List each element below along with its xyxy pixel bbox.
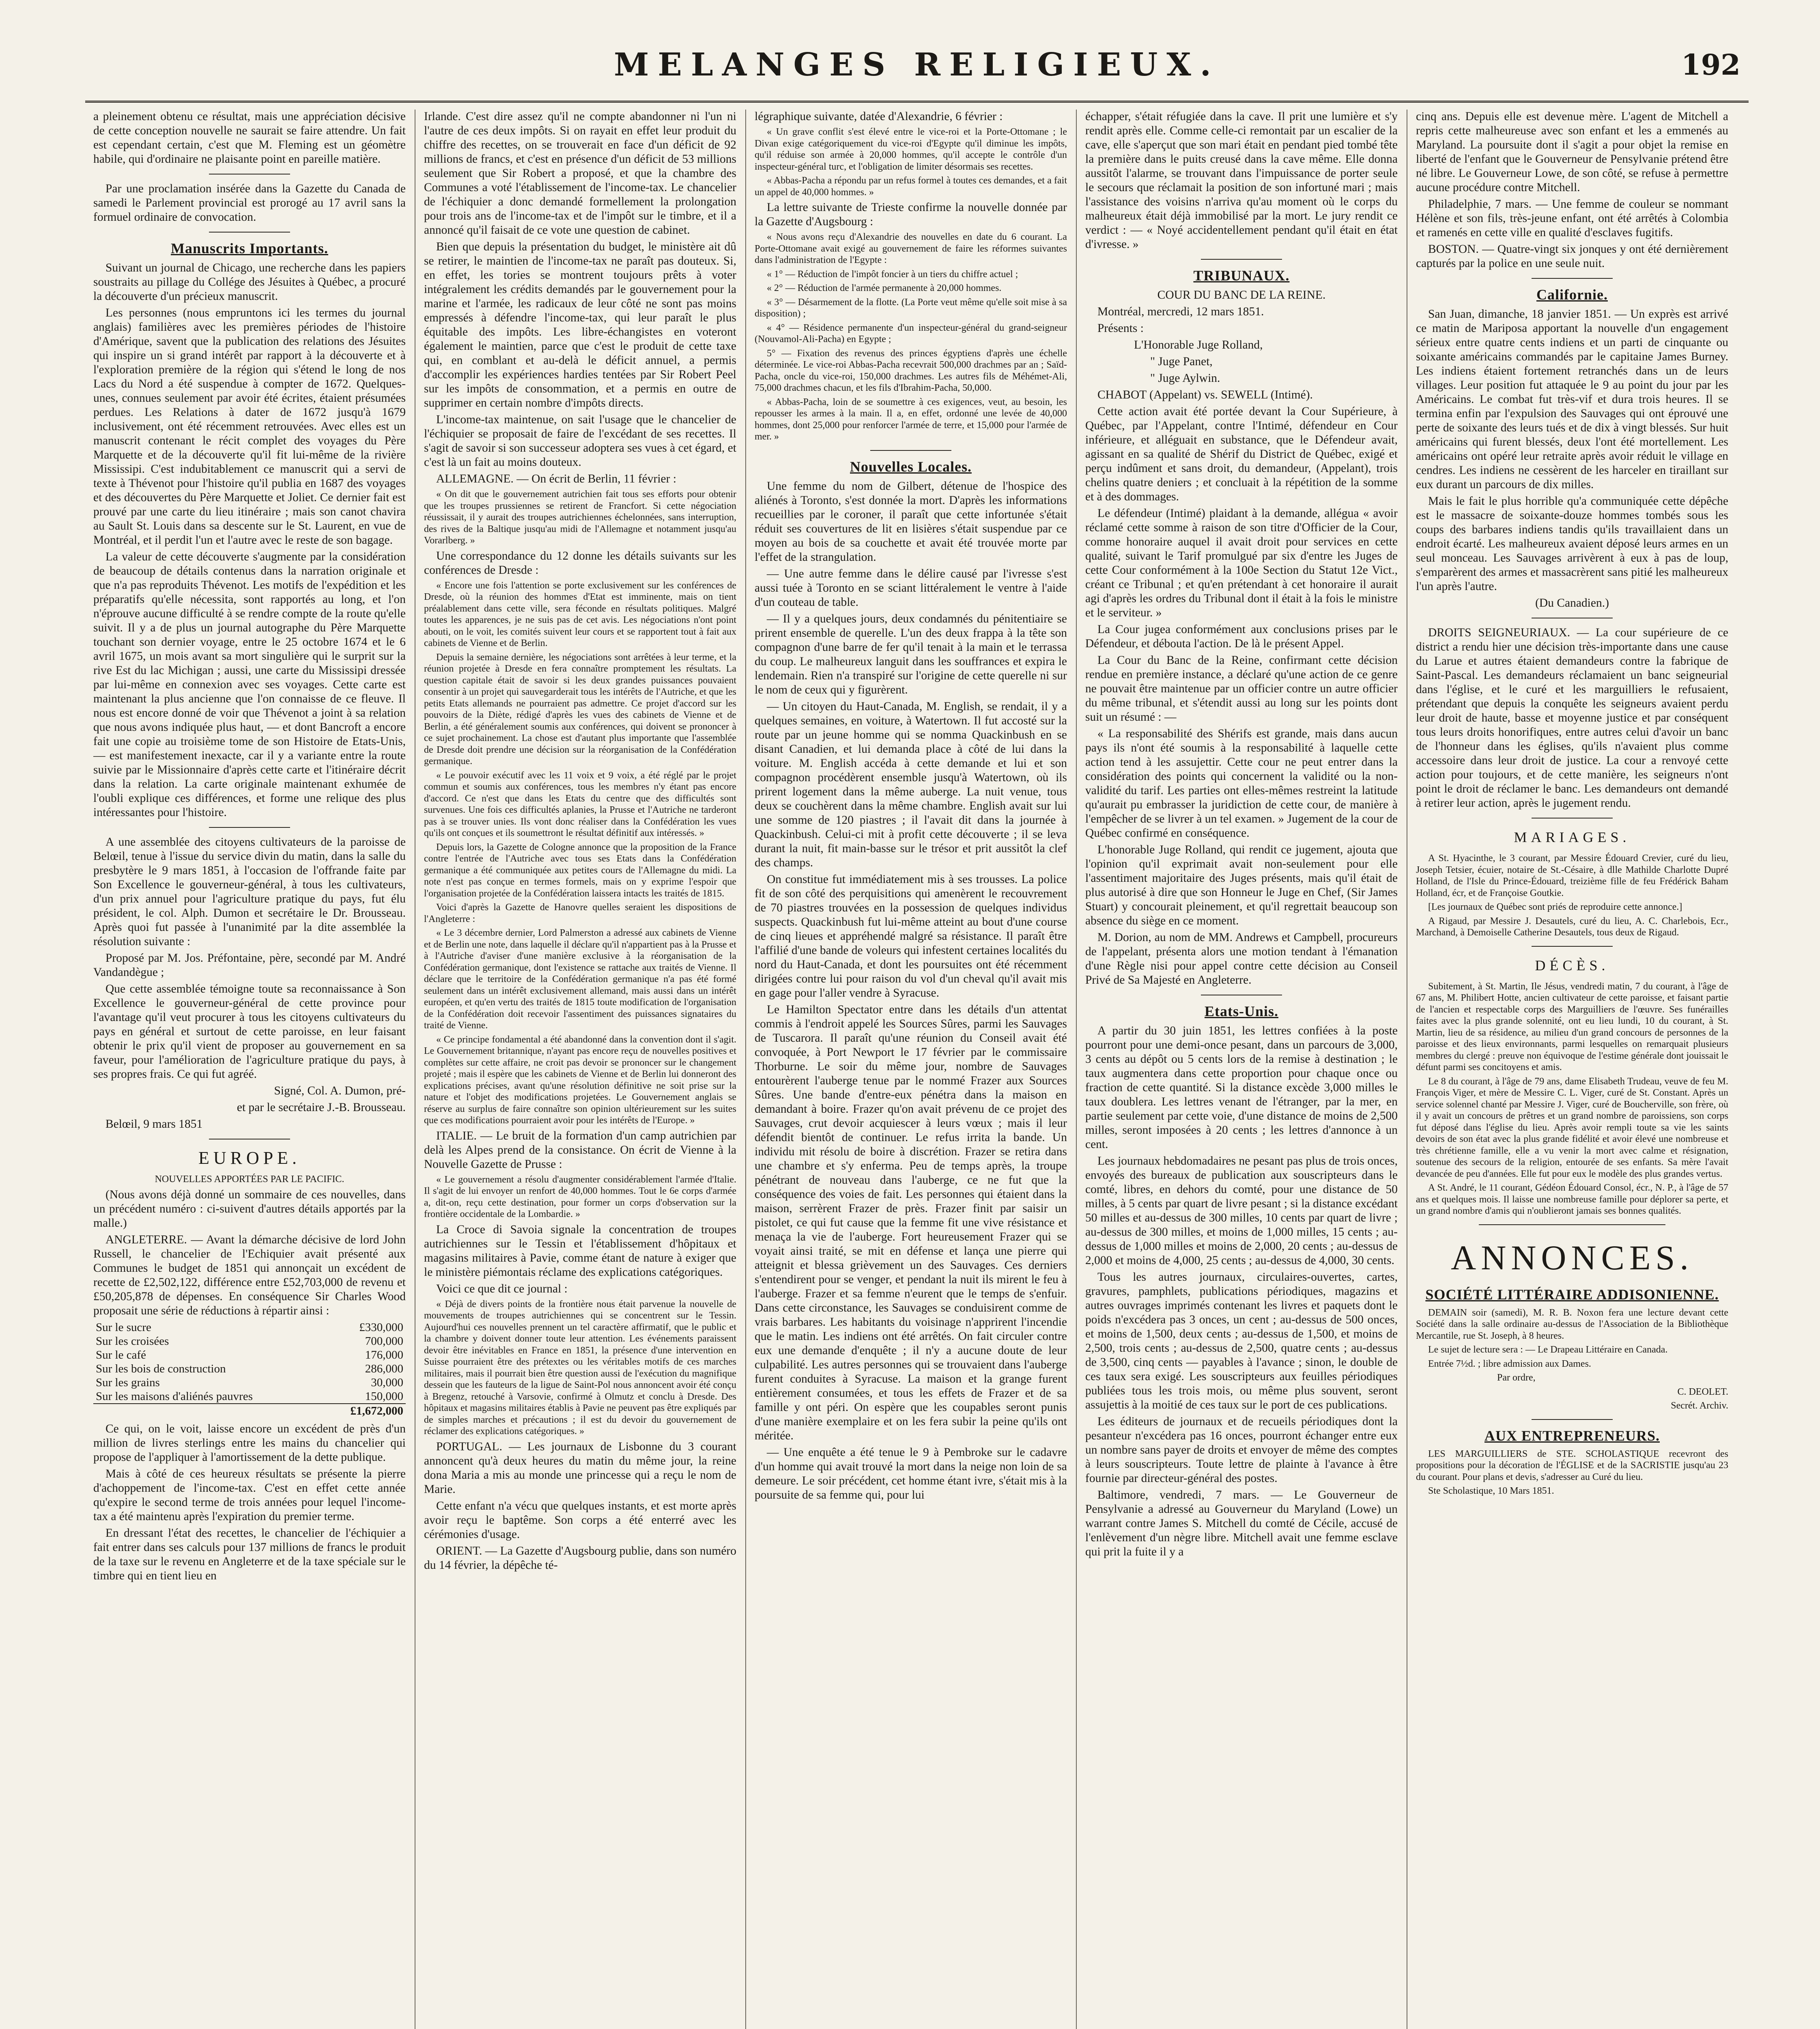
ad-text: LES MARGUILLIERS de STE. SCHOLASTIQUE recevront des propositions pour la décoration de l'ÉGLISE et de la SACRISTIE jusqu'au 23 du courant. Pour plans et devis, s'adresser au Curé du lieu.: [1416, 1448, 1728, 1482]
quoted-dispatch: Depuis lors, la Gazette de Cologne annonce que la proposition de la France contre l'entrée de l'Autriche avec tous ses Etats dans la Confédération germanique a été communiquée aux petites cours de l'Allemagne du midi. La note n'est pas conçue en termes formels, mais on y exprime l'espoir que l'organisation projetée de la Confédération laissera intacts les traités de 1815.: [424, 842, 736, 899]
table-total-row: [93, 1404, 406, 1418]
column-3: [755, 110, 1067, 2029]
budget-reductions-table: [93, 1320, 406, 1418]
court-presents: Présents :: [1097, 322, 1144, 335]
case-parties: CHABOT (Appelant) vs. SEWELL (Intimé).: [1097, 388, 1313, 401]
article-paragraph: Par une proclamation insérée dans la Gazette du Canada de samedi le Parlement provincial est prorogé au 17 avril sans la formuel ordinaire de convocation.: [93, 182, 406, 224]
table-row: [93, 1362, 406, 1376]
article-paragraph: La Croce di Savoia signale la concentration de troupes autrichiennes sur le Tessin et l'établissement d'hôpitaux et magasins militaires à Pavie, comme étant de nature à exiger que le ministère piémontais réclame des explications catégoriques.: [424, 1223, 736, 1279]
article-paragraph: La Cour jugea conformément aux conclusions prises par le Défendeur, et débouta l'action. De là le présent Appel.: [1085, 623, 1398, 650]
article-paragraph: échapper, s'était réfugiée dans la cave. Il prit une lumière et s'y rendit après elle. Comme celle-ci remontait par un escalier de la cave, elle s'aperçut que son mari était en pendant pied tombé tête la première dans le puits creusé dans la cave même. Elle donna aussitôt l'alarme, se trouvant dans l'impuissance de porter seule le secours que réclamait la position de son infortuné mari ; mais l'assistance des voisins n'arriva qu'au moment où le corps du malheureux était déjà immobilisé par la mort. Le jury rendit ce verdict : — « Noyé accidentellement pendant qu'il était en état d'ivresse. »: [1085, 110, 1398, 251]
article-paragraph: Mais à côté de ces heureux résultats se présente la pierre d'achoppement de l'income-tax. C'est en effet cette année qu'expire le second terme de trois années pour lequel l'income-tax a été maintenu après l'expiration du premier terme.: [93, 1467, 406, 1523]
article-paragraph: M. Dorion, au nom de MM. Andrews et Campbell, procureurs de l'appelant, présenta alors une motion tendant à l'émanation d'une Règle nisi pour appel contre cette décision au Conseil Privé de Sa Majesté en Angleterre.: [1085, 931, 1398, 986]
table-cell: Sur les bois de construction: [96, 1362, 226, 1375]
article-paragraph: (Nous avons déjà donné un sommaire de ces nouvelles, dans un précédent numéro : ci-suivent d'autres détails apportés par la malle.): [93, 1188, 406, 1230]
quoted-dispatch: Depuis la semaine dernière, les négociations sont arrêtées à leur terme, et la réunion projetée à Dresde en fera connaître promptement les résultats. La question capitale était de savoir si les deux grandes puissances pouvaient consentir à un projet qui sauvegarderait tous les intérêts de l'Autriche, et que les petits Etats allemands ne pourraient pas admettre. Ce projet d'accord sur les pouvoirs de la Diète, rédigé d'après les vues des cabinets de Vienne et de Berlin, a été généralement soumis aux conférences, qui doivent se prononcer à ce sujet prochainement. La chose est d'autant plus importante que l'assemblée de Dresde doit prendre une décision sur la réorganisation de la Confédération germanique.: [424, 652, 736, 767]
article-paragraph: En dressant l'état des recettes, le chancelier de l'échiquier a fait entrer dans ses calculs pour 137 millions de francs le produit de la taxe sur le revenu en Angleterre et de la taxe spéciale sur le timbre qui en tient lieu en: [93, 1526, 406, 1582]
ad-text: Le sujet de lecture sera : — Le Drapeau Littéraire en Canada.: [1428, 1344, 1668, 1355]
column-2: [424, 110, 736, 2029]
article-paragraph: Suivant un journal de Chicago, une recherche dans les papiers soustraits au pillage du Collége des Jésuites à Québec, a procuré la découverte d'un précieux manuscrit.: [93, 261, 406, 303]
article-paragraph: Le défendeur (Intimé) plaidant à la demande, allégua « avoir réclamé cette somme à raison de son titre d'Officier de la Cour, comme honoraire auquel il avait droit pour services en cette qualité, suivant le Tarif promulgué par six d'entre les Juges de cette Cour conformément à la 100e Section du Statut 12e Vict., créant ce Tribunal ; et qu'en prétendant à cet honoraire il aurait agi d'après les ordres du Tribunal dont il était à la fois le ministre et le serviteur. »: [1085, 507, 1398, 619]
table-row: [93, 1320, 406, 1334]
notice-item: A Rigaud, par Messire J. Desautels, curé du lieu, A. C. Charlebois, Ecr., Marchand, à Demoiselle Catherine Desautels, tous deux de Rigaud.: [1416, 915, 1728, 938]
section-rule: [1532, 1419, 1613, 1420]
table-row: [93, 1376, 406, 1389]
table-cell: 176,000: [365, 1348, 403, 1361]
table-cell: 30,000: [371, 1376, 403, 1389]
article-paragraph: Irlande. C'est dire assez qu'il ne compte abandonner ni l'un ni l'autre de ces deux impôts. Si on rayait en effet leur produit du chiffre des recettes, on se trouverait en face d'un déficit de 92 millions de francs, et c'est en présence d'un déficit de 53 millions seulement que Sir Robert a proposé, et que la chambre des Communes a voté l'établissement de l'income-tax. Le chancelier de l'échiquier a donc demandé formellement la prolongation pour trois ans de l'income-tax et de l'impôt sur le timbre, et il a annoncé qu'il faisait de ce vote une question de cabinet.: [424, 110, 736, 237]
table-row: [93, 1334, 406, 1348]
section-rule: [870, 450, 951, 451]
article-paragraph: Les éditeurs de journaux et de recueils périodiques dont la pesanteur n'excédera pas 16 onces, pourront échanger entre eux un nombre sans payer de droits et envoyer de même des comptes à leurs souscripteurs. Toute lettre de plainte à l'avance à être fournie par directeur-général des postes.: [1085, 1415, 1398, 1485]
column-1: [93, 110, 406, 2029]
table-cell: Sur les maisons d'aliénés pauvres: [96, 1389, 253, 1403]
ad-signature: C. DEOLET.: [1677, 1386, 1728, 1397]
signature-line: et par le secrétaire J.-B. Brousseau.: [237, 1101, 406, 1114]
article-paragraph: Ce qui, on le voit, laisse encore un excédent de près d'un million de livres sterlings entre les mains du chancelier qui propose de l'appliquer à l'amortissement de la dette publique.: [93, 1422, 406, 1464]
article-paragraph: Voici ce que dit ce journal :: [436, 1282, 568, 1295]
section-rule: [209, 232, 290, 233]
quoted-dispatch: « 4° — Résidence permanente d'un inspecteur-général du grand-seigneur (Nouvamol-Ali-Pacha) en Egypte ;: [755, 322, 1067, 345]
signature-line: Signé, Col. A. Dumon, pré-: [274, 1084, 406, 1097]
article-paragraph: ALLEMAGNE. — On écrit de Berlin, 11 février :: [436, 472, 677, 485]
article-paragraph: San Juan, dimanche, 18 janvier 1851. — Un exprès est arrivé ce matin de Mariposa apportant la nouvelle d'un engagement sérieux entre quatre cents indiens et un parti de cinquante ou soixante américains commandés par le capitaine James Burney. Les indiens étaient fortement retranchés dans un de leurs villages. Leur position fut attaquée le 9 au point du jour par les Américains. Le combat fut très-vif et dura trois heures. Il se termina enfin par l'expulsion des Sauvages qui ont éprouvé une perte de soixante des leurs tués et de dix à vingt blessés. Sur huit américains qui furent blessés, deux l'ont été mortellement. Les américains ont opéré leur retraite après avoir réduit le village en cendres. Les indiens ne cessèrent de les harceler en tiraillant sur eux durant un parcours de dix milles.: [1416, 308, 1728, 491]
article-paragraph: Une correspondance du 12 donne les détails suivants sur les conférences de Dresde :: [424, 549, 736, 577]
section-rule: [1532, 946, 1613, 947]
column-5: [1416, 110, 1728, 2029]
article-paragraph: — Une autre femme dans le délire causé par l'ivresse s'est aussi tuée à Toronto en se sciant littéralement le ventre à l'aide d'un couteau de table.: [755, 567, 1067, 609]
article-paragraph: BOSTON. — Quatre-vingt six jonques y ont été dernièrement capturés par la police en une seule nuit.: [1416, 243, 1728, 270]
quoted-dispatch: « 3° — Désarmement de la flotte. (La Porte veut même qu'elle soit mise à sa disposition) ;: [755, 297, 1067, 319]
section-subheading: NOUVELLES APPORTÉES PAR LE PACIFIC.: [155, 1174, 344, 1185]
quoted-dispatch: « 2° — Réduction de l'armée permanente à 20,000 hommes.: [767, 283, 1002, 293]
section-heading-mariages: MARIAGES.: [1514, 829, 1631, 845]
section-heading-annonces: ANNONCES.: [1451, 1238, 1693, 1277]
table-cell: 150,000: [365, 1389, 403, 1403]
article-paragraph: Philadelphie, 7 mars. — Une femme de couleur se nommant Hélène et son fils, très-jeune enfant, ont été arrêtés à Colombia et ramenés en cette ville en qualité d'esclaves fugitifs.: [1416, 198, 1728, 239]
quoted-dispatch: « On dit que le gouvernement autrichien fait tous ses efforts pour obtenir que les troupes prussiennes se retirent de Francfort. Si cette négociation réussissait, il y aurait des troupes autrichiennes échelonnées, sans interruption, des rives de la Baltique jusqu'au midi de l'Allemagne et notamment jusqu'au Vorarlberg. »: [424, 489, 736, 546]
court-date: Montréal, mercredi, 12 mars 1851.: [1097, 305, 1264, 318]
article-paragraph: cinq ans. Depuis elle est devenue mère. L'agent de Mitchell a repris cette malheureuse avec son enfant et les a emmenés au Maryland. La poursuite dont il s'agit a pour objet la remise en liberté de l'enfant que le Gouverneur de Pensylvanie prétend être né libre. Le Gouverneur Lowe, de son côté, se refuse à permettre aucune procédure contre Mitchell.: [1416, 110, 1728, 194]
article-paragraph: Les journaux hebdomadaires ne pesant pas plus de trois onces, envoyés des bureaux de publication aux souscripteurs dans le comté, libres, en dehors du comté, pour une distance de 50 milles, à 5 cents par quart de livre pesant ; si la distance excédant 50 milles et au-dessus de 300 milles, 10 cents par quart de livre ; au-dessus de 300 milles, et moins de 1,000 milles, 15 cents ; au-dessus de 1,000 milles et moins de 2,000, 20 cents ; au-dessus de 2,000 et moins de 4,000, 25 cents ; au-dessus de 4,000, 30 cents.: [1085, 1155, 1398, 1267]
section-heading-deces: DÉCÈS.: [1535, 957, 1609, 974]
judge-name: " Juge Panet,: [1150, 355, 1213, 368]
article-paragraph: Une femme du nom de Gilbert, détenue de l'hospice des aliénés à Toronto, s'est donnée la mort. D'après les informations recueillies par le coroner, il paraît que cette infortunée s'était réduit ses couvertures de lit en lisières s'était suspendue par ce moyen au bois de sa couchette et avait été trouvée morte par l'effet de la strangulation.: [755, 479, 1067, 564]
article-paragraph: — Un citoyen du Haut-Canada, M. English, se rendait, il y a quelques semaines, en voiture, à Watertown. Il fut accosté sur la route par un jeune homme qui se nomma Quackinbush en se disant Canadien, et lui demanda place à côté de lui dans la voiture. M. English accéda à cette demande et lui et son compagnon procédèrent ensemble jusqu'à Watertown, où ils prirent logement dans la même auberge. La nuit venue, tous deux se couchèrent dans la même chambre. English avait sur lui une somme de 120 piastres ; il l'avait dit dans la journée à Quackinbush. Celui-ci mit à profit cette découverte ; il se leva durant la nuit, fit main-basse sur le trésor et prit aussitôt la clef des champs.: [755, 700, 1067, 869]
article-paragraph: — Une enquête a été tenue le 9 à Pembroke sur le cadavre d'un homme qui avait trouvé la mort dans la neige non loin de sa demeure. Le soir précédent, cet homme étant ivre, s'était mis à la poursuite de sa femme qui, pour lui: [755, 1445, 1067, 1501]
article-paragraph: Cette action avait été portée devant la Cour Supérieure, à Québec, par l'Appelant, contre l'Intimé, défendeur en Cour inférieure, et alléguait en substance, que le Défendeur avait, agissant en sa qualité de Shérif du District de Québec, exigé et perçu indûment et sans droit, du demandeur, (Appelant), trois chelins quatre deniers ; et concluait à la répétition de la somme et à des dommages.: [1085, 405, 1398, 503]
article-paragraph: ORIENT. — La Gazette d'Augsbourg publie, dans son numéro du 14 février, la dépêche té-: [424, 1544, 736, 1572]
article-paragraph: On constitue fut immédiatement mis à ses trousses. La police fit de son côté des perquisitions qui amenèrent le recouvrement de 70 piastres trouvées en la possession de quelques individus suspects. Quackinbush fut lui-même atteint au bout d'une course de cinq lieues et appréhendé malgré sa résistance. Il paraît être l'affilié d'une bande de voleurs qui infestent certaines localités du nord du Haut-Canada, et dont les poursuites ont été récemment dirigées contre lui pour raison du vol d'un cheval qu'il avait mis en gage pour l'aller vendre à Syracuse.: [755, 872, 1067, 999]
quoted-dispatch: « Le gouvernement a résolu d'augmenter considérablement l'armée d'Italie. Il s'agit de lui envoyer un renfort de 40,000 hommes. Tout le 6e corps d'armée a, dit-on, reçu cette destination, pour former un corps d'observation sur la frontière occidentale de la Lombardie. »: [424, 1174, 736, 1219]
court-name: COUR DU BANC DE LA REINE.: [1157, 289, 1326, 302]
quoted-dispatch: « 1° — Réduction de l'impôt foncier à un tiers du chiffre actuel ;: [767, 269, 1018, 280]
quoted-dispatch: 5° — Fixation des revenus des princes égyptiens d'après une échelle déterminée. Le vice-roi Abbas-Pacha recevrait 500,000 drachmes par an ; Saïd-Pacha, oncle du vice-roi, 150,000 drachmes. Les autres fils de Méhémet-Ali, 75,000 drachmes chacun, et les fils d'Ibrahim-Pacha, 50,000.: [755, 348, 1067, 393]
section-heading-manuscrits: Manuscrits Importants.: [171, 240, 328, 256]
notice-item: A St. Hyacinthe, le 3 courant, par Messire Édouard Crevier, curé du lieu, Joseph Tetsier, écuier, notaire de St.-Césaire, à dlle Mathilde Charlotte Dupré Holland, de l'Isle du Prince-Édouard, treizième fille de feu Frédérick Baham Holland, écr, et de Françoise Goutkie.: [1416, 853, 1728, 898]
section-rule: [1201, 259, 1282, 260]
table-cell: Sur le café: [96, 1348, 146, 1361]
notice-item: A St. André, le 11 courant, Gédéon Édouard Consol, écr., N. P., à l'âge de 57 ans et quelques mois. Il laisse une nombreuse famille pour déplorer sa perte, et un grand nombre d'amis qui n'oublieront jamais ses bonnes qualités.: [1416, 1183, 1728, 1216]
article-paragraph: DROITS SEIGNEURIAUX. — La cour supérieure de ce district a rendu hier une décision très-importante dans une cause du Larue et autres étaient demandeurs contre la fabrique de Saint-Pascal. Les demandeurs réclamaient un banc seigneurial dans l'église, et le curé et les marguilliers le refusaient, prétendant que depuis la conquête les seigneurs avaient perdu leur droit de haute, basse et moyenne justice et par conséquent tous leurs droits honorifiques, entre autres celui d'avoir un banc de l'honneur dans les églises, qu'ils n'avaient plus comme accessoire dans leur droit de justice. La cour a renvoyé cette action pour toujours, et de cette manière, les seigneurs n'ont point le droit de réclamer le banc. Les demandeurs ont demandé à retirer leur action, après le jugement rendu.: [1416, 626, 1728, 810]
table-total: £1,672,000: [323, 1404, 406, 1418]
article-paragraph: La lettre suivante de Trieste confirme la nouvelle donnée par la Gazette d'Augsbourg :: [755, 201, 1067, 228]
ad-text: Entrée 7½d. ; libre admission aux Dames.: [1428, 1358, 1591, 1369]
section-heading-europe: EUROPE.: [198, 1148, 301, 1168]
page-number: 192: [1681, 48, 1740, 82]
article-paragraph: a pleinement obtenu ce résultat, mais une appréciation décisive de cette conception nouvelle ne saurait se faire attendre. Un fait est cependant certain, c'est que M. Fleming est un géomètre habile, qui d'ordinaire ne plaisante point en pareille matière.: [93, 110, 406, 166]
section-heading-etats-unis: Etats-Unis.: [1204, 1003, 1279, 1019]
article-paragraph: Tous les autres journaux, circulaires-ouvertes, cartes, gravures, pamphlets, publications périodiques, magazins et autres ouvrages imprimés contenant les livres et paquets dont le poids n'excédera pas 3 onces, un cent ; au-dessus de 500 onces, et moins de 1,500, deux cents ; au-dessus de 1,500, et moins de 2,500, trois cents ; au-dessus de 2,500, quatre cents ; au-dessus de 3,500, cinq cents — payables à l'avance ; sinon, le double de ces taux sera exigé. Les souscripteurs aux feuilles périodiques publiées tous les trois mois, ou même plus souvent, seront assujettis à la moitié de ces taux sur le port de ces publications.: [1085, 1271, 1398, 1411]
article-paragraph: PORTUGAL. — Les journaux de Lisbonne du 3 courant annoncent qu'à deux heures du matin du même jour, la reine dona Maria a mis au monde une princesse qui a reçu le nom de Marie.: [424, 1440, 736, 1496]
section-rule: [209, 827, 290, 828]
notice-item: Subitement, à St. Martin, Ile Jésus, vendredi matin, 7 du courant, à l'âge de 67 ans, M. Philibert Hotte, ancien cultivateur de cette paroisse, et faisant partie de l'ancien et respectable corps des Marguilliers de l'œuvre. Ses funérailles faites avec la plus grande solennité, ont eu lieu lundi, 10 du courant, à St. Martin, lieu de sa résidence, au milieu d'un grand concours de personnes de la paroisse et des lieux environnants, parmi lesquelles on remarquait plusieurs membres du clergé : preuve non équivoque de l'estime générale dont jouissait le défunt parmi ses concitoyens et amis.: [1416, 981, 1728, 1073]
article-paragraph: ANGLETERRE. — Avant la démarche décisive de lord John Russell, le chancelier de l'Echiquier avait présenté aux Communes le budget de 1851 qui annonçait un excédent de recette de £2,502,122, différence entre £52,703,000 de revenu et £50,205,878 de dépenses. En conséquence Sir Charles Wood proposait une série de réductions à répartir ainsi :: [93, 1233, 406, 1317]
quoted-dispatch: « Ce principe fondamental a été abandonné dans la convention dont il s'agit. Le Gouvernement britannique, n'ayant pas encore reçu de nouvelles positives et complètes sur cette affaire, ne croit pas devoir se prononcer sur le changement projeté ; mais il espère que les cabinets de Vienne et de Berlin lui donneront des explications précises, avant qu'une résolution définitive ne soit prise sur la nature et l'objet des modifications projetées. Le Gouvernement anglais se réserve au surplus de faire connaître son opinion ultérieurement sur les suites que ces modifications pourraient avoir pour les intérêts de l'Europe. »: [424, 1034, 736, 1126]
table-row: [93, 1389, 406, 1404]
article-paragraph: Le Hamilton Spectator entre dans les détails d'un attentat commis à l'endroit appelé les Sources Sûres, parmi les Sauvages de Tuscarora. Il paraît qu'une réunion du Conseil avait été convoquée, à Port Newport le 17 février par le commissaire Thorburne. Le soir du même jour, nombre de Sauvages entourèrent l'auberge tenue par le nommé Frazer aux Sources Sûres. Une bande d'entre-eux pénétra dans la maison en demandant à boire. Frazer qu'on avait prévenu de ce projet des Sauvages, crut devoir acquiescer à leurs vœux ; mais il leur défendit bientôt de continuer. Le refus irrita la bande. Un individu mit résolu de boire à discrétion. Frazer se retira dans une chambre et s'y enferma. Peu de temps après, la troupe pénétrant de nouveau dans l'auberge, ce ne fut que la conséquence des voies de fait. Les personnes qui étaient dans la maison, serrèrent Frazer de près. Frazer finit par saisir un pistolet, ce qui fut cause que la femme fit une vive résistance et menaça la vie de l'auberge. Fort heureusement Frazer qui se voyait ainsi traité, se mit en défense et lança une pierre qui atteignit et blessa grièvement un des Sauvages. Ces derniers s'entendirent pour se venger, et pendant la nuit ils mirent le feu à l'auberge. Frazer et sa femme n'eurent que le temps de s'enfuir. Dans cette circonstance, les Sauvages se conduisirent comme de vrais barbares. Les habitants du voisinage n'apprirent l'incendie que le matin. Les indiens ont été arrêtés. On fait circuler contre eux une demande d'enquête ; il n'y a aucune doute de leur culpabilité. Les autres personnes qui se trouvaient dans l'auberge furent conduites à Syracuse. La maison et la grange furent entièrement consumées, et tous les effets de Frazer et de sa famille y ont péri. On espère que les coupables seront punis d'une manière exemplaire et on les fera subir la peine qu'ils ont méritée.: [755, 1003, 1067, 1442]
dateline: Belœil, 9 mars 1851: [105, 1118, 203, 1131]
table-cell: 286,000: [365, 1362, 403, 1375]
article-paragraph: A une assemblée des citoyens cultivateurs de la paroisse de Belœil, tenue à l'issue du service divin du matin, dans la salle du presbytère le 9 mars 1851, à l'occasion de l'offrande faite par Son Excellence le gouverneur-général, à tous les cultivateurs, d'un prix annuel pour l'agriculture pratique du pays, fut élu président, le col. Alph. Dumon et secrétaire le Dr. Brousseau. Après quoi fut passée à l'unanimité par la dite assemblée la résolution suivante :: [93, 836, 406, 948]
article-paragraph: « La responsabilité des Shérifs est grande, mais dans aucun pays ils n'ont été soumis à la responsabilité à laquelle cette action tend à les assujettir. Cette cour ne peut entrer dans la considération des points qui concernent la validité ou la non-validité du tarif. Les parties ont elles-mêmes restreint la latitude qu'aurait pu embrasser la juridiction de cette cour, de manière à l'empêcher de se livrer à un tel examen. » Jugement de la cour de Québec confirmé en conséquence.: [1085, 727, 1398, 840]
article-paragraph: A partir du 30 juin 1851, les lettres confiées à la poste pourront pour une demi-once pesant, dans un parcours de 3,000, 3 cents au dépôt ou 5 cents lors de la remise à destination ; le taux augmentera dans cette proportion pour chaque once ou fraction de cette quantité. Si la distance excède 3,000 milles le taux doublera. Les lettres venant de l'étranger, par la mer, en partie seulement par cette voie, d'une distance de moins de 2,500 milles, seront imposées à 20 cents ; les lettres d'annonce à un cent.: [1085, 1024, 1398, 1151]
notice-item: Le 8 du courant, à l'âge de 79 ans, dame Elisabeth Trudeau, veuve de feu M. François Viger, et mère de Messire C. L. Viger, curé de St. Constant. Après un service solennel chanté par Messire J. Viger, curé de Boucherville, son frère, où il y avait un concours de prêtres et un grand nombre de paroissiens, son corps fut déposé dans l'église du lieu. Après avoir rempli toute sa vie les saints devoirs de son état avec la plus grande fidélité et avoir élevé une nombreuse et très chrétienne famille, elle a vu venir la mort avec calme et résignation, soutenue des secours de la religion, entourée de ses enfants. Sa mère l'avait devancée de peu d'années. Elle fut pour eux le modèle des plus grandes vertus.: [1416, 1076, 1728, 1179]
column-divider: [745, 110, 746, 2029]
column-divider: [1076, 110, 1077, 2029]
quoted-dispatch: « Abbas-Pacha, loin de se soumettre à ces exigences, veut, au besoin, les repousser les armes à la main. Il a, en effet, ordonné une levée de 40,000 hommes, dont 25,000 pour renforcer l'armée de terre, et 15,000 pour l'armée de mer. »: [755, 396, 1067, 442]
section-rule: [1532, 278, 1613, 279]
article-paragraph: Baltimore, vendredi, 7 mars. — Le Gouverneur de Pensylvanie a adressé au Gouverneur du Maryland (Lowe) un warrant contre James S. Mitchell du comté de Cécile, accusé de l'enlèvement d'un nègre libre. Mitchell avait une femme esclave qui prit la fuite il y a: [1085, 1488, 1398, 1558]
quoted-dispatch: « Déjà de divers points de la frontière nous était parvenue la nouvelle de mouvements de troupes autrichiennes qui se concentrent sur le Tessin. Aujourd'hui ces nouvelles prennent un tel caractère affirmatif, que le public et la chambre y doivent donner toute leur attention. Les événements paraissent devoir être inévitables en France en 1851, la présence d'une intervention en Suisse pourraient être des prétextes ou les véritables motifs de ces marches militaires, mais il pourrait bien être question aussi de l'exécution du magnifique dessein que les fauteurs de la ligue de Saint-Pol nous annoncent avoir été conçu à Bregenz, retouché à Varsovie, confirmé à Olmutz et conclu à Dresde. Des hôpitaux et magasins militaires établis à Pavie ne peuvent pas être expliqués par de simples marches et précautions ; il est du devoir du gouvernement de réclamer des explications catégoriques. »: [424, 1299, 736, 1437]
article-paragraph: — Il y a quelques jours, deux condamnés du pénitentiaire se prirent ensemble de querelle. L'un des deux frappa à la tête son compagnon d'une barre de fer qu'il tenait à la main et le terrassa du coup. Le malheureux languit dans les souffrances et expira le lendemain. Rien n'a transpiré sur l'origine de cette querelle ni sur le nom de ceux qui y figurèrent.: [755, 612, 1067, 696]
table-cell: 700,000: [365, 1334, 403, 1348]
article-paragraph: Les personnes (nous empruntons ici les termes du journal anglais) familières avec les premières périodes de l'histoire d'Amérique, savent que la publication des relations des Jésuites qui inspire un si grand intérêt par rapport à la découverte et à l'exploration première de la région qui s'étend le long de nos Lacs du Nord a été suspendue à compter de 1672. Quelques-unes, connues seulement par avoir été écrites, étaient présumées perdues. Les Relations à dater de 1672 jusqu'à 1679 inclusivement, ont été récemment retrouvées. Avec elles est un manuscrit contenant le récit complet des voyages du Père Marquette et de la découverte qu'il fit lui-même de la rivière Mississipi. C'est indubitablement ce manuscrit qui a servi de texte à Thévenot pour l'histoire qu'il publia en 1687 des voyages et des découvertes du Père Marquette et Joliet. Ce dernier fait est prouvé par une carte du lieu itinéraire ; mais son canot chavira au Sault St. Louis dans sa descente sur le St. Laurent, en vue de Montréal, et il perdit l'un et l'autre avec le reste de son bagage.: [93, 306, 406, 547]
ad-text: DEMAIN soir (samedi), M. R. B. Noxon fera une lecture devant cette Société dans la salle ordinaire au-dessus de l'Association de la Bibliothèque Mercantile, rue St. Joseph, à 8 heures.: [1416, 1307, 1728, 1341]
article-paragraph: Mais le fait le plus horrible qu'a communiquée cette dépêche est le massacre de soixante-douze hommes tombés sous les coups des barbares indiens tandis qu'ils travaillaient dans un endroit écarté. Les malheureux avaient déposé leurs armes en un seul monceau. Les Sauvages arrivèrent à eux à pas de loup, s'emparèrent des armes et massacrèrent sans pitié les malheureux l'un après l'autre.: [1416, 495, 1728, 593]
judge-name: " Juge Aylwin.: [1150, 372, 1220, 385]
quoted-dispatch: « Encore une fois l'attention se porte exclusivement sur les conférences de Dresde, où la réunion des hommes d'Etat est imminente, mais on tient préalablement dans cette ville, sera féconde en résultats politiques. Malgré toutes les apparences, je ne suis pas de cet avis. Les négociations n'ont point abouti, on le voit, les comités suivent leur cours et se rapportent tout à fait aux cabinets de Vienne et de Berlin.: [424, 580, 736, 648]
quoted-dispatch: « Le 3 décembre dernier, Lord Palmerston a adressé aux cabinets de Vienne et de Berlin une note, dans laquelle il déclare qu'il n'appartient pas à la Prusse et à l'Autriche d'aviser d'une manière exclusive à la réorganisation de la Confédération germanique, dont l'existence se rattache aux traités de Vienne. Il déclare que le territoire de la Confédération germanique n'a pas été formé seulement dans un intérêt exclusivement allemand, mais aussi dans un intérêt européen, et qu'en vertu des traités de 1815 toute modification de l'organisation de la Confédération doit recevoir l'assentiment des puissances signataires du traité de Vienne.: [424, 928, 736, 1031]
ad-heading-entrepreneurs: AUX ENTREPRENEURS.: [1484, 1427, 1660, 1444]
article-paragraph: légraphique suivante, datée d'Alexandrie, 6 février :: [755, 110, 1003, 123]
section-heading-tribunaux: TRIBUNAUX.: [1193, 267, 1290, 284]
section-heading-nouvelles-locales: Nouvelles Locales.: [850, 458, 972, 475]
quoted-dispatch: Voici d'après la Gazette de Hanovre quelles seraient les dispositions de l'Angleterre :: [424, 902, 736, 924]
column-4: [1085, 110, 1398, 2029]
masthead-rule: [85, 101, 1749, 103]
article-paragraph: ITALIE. — Le bruit de la formation d'un camp autrichien par delà les Alpes prend de la consistance. On écrit de Vienne à la Nouvelle Gazette de Prusse :: [424, 1129, 736, 1171]
ad-text: Ste Scholastique, 10 Mars 1851.: [1428, 1486, 1554, 1496]
quoted-dispatch: « Le pouvoir exécutif avec les 11 voix et 9 voix, a été réglé par le projet commun et soumis aux conférences, tous les membres n'y étant pas encore d'accord. Ce n'est que dans les Etats du centre que des difficultés sont survenues. Une fois ces difficultés aplanies, la Prusse et l'Autriche ne tarderont pas à se trouver unies. Ils vont donc réaliser dans la Confédération les vues qu'ils ont conçues et ils soumettront le résultat définitif aux intéressés. »: [424, 770, 736, 838]
ad-text: Par ordre,: [1497, 1372, 1536, 1383]
article-paragraph: La Cour du Banc de la Reine, confirmant cette décision rendue en première instance, a déclaré qu'une action de ce genre ne pouvait être maintenue par un officier contre un autre officier du même tribunal, et s'étendit aussi au long sur les points dont suit un résumé : —: [1085, 654, 1398, 724]
ad-heading-societe: SOCIÉTÉ LITTÉRAIRE ADDISONIENNE.: [1425, 1286, 1719, 1303]
section-rule: [1479, 1224, 1665, 1225]
quoted-dispatch: « Un grave conflit s'est élevé entre le vice-roi et la Porte-Ottomane ; le Divan exige catégoriquement du vice-roi d'Egypte qu'il diminue les impôts, qu'il réduise son armée à 20,000 hommes, qu'il accepte le contrôle d'un inspecteur-général turc, et l'obligation de limiter désormais ses recettes.: [755, 127, 1067, 172]
article-paragraph: Proposé par M. Jos. Préfontaine, père, secondé par M. André Vandandègue ;: [93, 952, 406, 979]
table-cell: Sur les grains: [96, 1376, 160, 1389]
article-paragraph: L'income-tax maintenue, on sait l'usage que le chancelier de l'échiquier se proposait de faire de l'excédant de ses recettes. Il s'agit de savoir si son successeur adoptera ses vues à cet égard, et c'est là un fait au moins douteux.: [424, 413, 736, 469]
table-cell: Sur le sucre: [96, 1320, 151, 1334]
source-credit: (Du Canadien.): [1535, 597, 1609, 610]
article-paragraph: Bien que depuis la présentation du budget, le ministère ait dû se retirer, le maintien de l'income-tax ne paraît pas douteux. Si, en effet, les tories se montrent toujours prêts à voter intégralement les crédits demandés par le gouvernement pour la marine et l'armée, les radicaux de leur côté ne sont pas moins empressés à défendre l'income-tax, qui leur paraît le plus équitable des impôts. Les libre-échangistes en voteront également le maintien, parce que c'est le produit de cette taxe qui, en comblant et au-delà le déficit annuel, a permis d'accomplir les expériences hardies tentées par Sir Robert Peel sur les impôts de consommation, et a permis en outre de supprimer en certain nombre d'impôts directs.: [424, 240, 736, 409]
table-cell: £330,000: [359, 1320, 403, 1334]
ad-signature: Secrét. Archiv.: [1671, 1400, 1728, 1411]
quoted-dispatch: « Nous avons reçu d'Alexandrie des nouvelles en date du 6 courant. La Porte-Ottomane avait exigé au gouvernement de faire les réformes suivantes dans l'administration de l'Egypte :: [755, 232, 1067, 265]
article-paragraph: Que cette assemblée témoigne toute sa reconnaissance à Son Excellence le gouverneur-général de cette province pour l'avantage qu'il veut procurer à tous les citoyens cultivateurs du pays en général et surtout de cette paroisse, en leur faisant obtenir le prix qu'il vient de proposer au gouvernement en sa faveur, pour l'amélioration de l'agriculture pratique du pays, à ses propres frais. Ce qui fut agréé.: [93, 982, 406, 1081]
newspaper-title: MELANGES RELIGIEUX.: [614, 46, 1220, 83]
judge-name: L'Honorable Juge Rolland,: [1134, 338, 1263, 351]
section-heading-californie: Californie.: [1536, 286, 1608, 303]
quoted-dispatch: « Abbas-Pacha a répondu par un refus formel à toutes ces demandes, et a fait un appel de 40,000 hommes. »: [755, 175, 1067, 198]
notice-item: [Les journaux de Québec sont priés de reproduire cette annonce.]: [1428, 902, 1682, 912]
article-paragraph: Cette enfant n'a vécu que quelques instants, et est morte après avoir reçu le baptême. Son corps a été enterré avec les cérémonies d'usage.: [424, 1499, 736, 1541]
table-row: [93, 1348, 406, 1362]
masthead: [93, 45, 1740, 89]
table-cell: Sur les croisées: [96, 1334, 169, 1348]
article-paragraph: La valeur de cette découverte s'augmente par la considération de beaucoup de détails contenus dans la narration originale et que n'a pas reproduits Thévenot. Les motifs de l'expédition et les préparatifs qu'elle nécessita, sont rapportés au long, et l'on n'éprouve aucune difficulté à se rendre compte de la route qu'elle suivit. Il y a de plus un journal autographe du Père Marquette touchant son dernier voyage, entre le 25 octobre 1674 et le 6 avril 1675, un mois avant sa mort singulière qui le surprit sur la rive Est du lac Michigan ; aussi, une carte du Mississipi dressée par lui-même en connexion avec ses voyages. Cette carte est maintenant la plus ancienne que l'on connaisse de ce fleuve. Il nous est encore donné de voir que Thévenot a joint à sa relation que nous avons indiquée plus haut, — et dont Bancroft a encore fait une copie au troisième tome de son Histoire de Etats-Unis, — est manifestement inexacte, car il y a variante entre la route suivie par le Missionnaire d'après cette carte et l'itinéraire décrit dans la relation. La carte originale maintenant exhumée de l'oubli explique ces différences, et forme une relique des plus intéressantes pour l'histoire.: [93, 550, 406, 819]
article-paragraph: L'honorable Juge Rolland, qui rendit ce jugement, ajouta que l'opinion qu'il exprimait avait non-seulement pour elle l'assentiment majoritaire des Juges présents, mais qu'il était de plus autorisé à dire que son Honneur le Juge en Chef, (Sir James Stuart) y concourait pleinement, et qu'il regrettait beaucoup son absence du siège en ce moment.: [1085, 843, 1398, 927]
